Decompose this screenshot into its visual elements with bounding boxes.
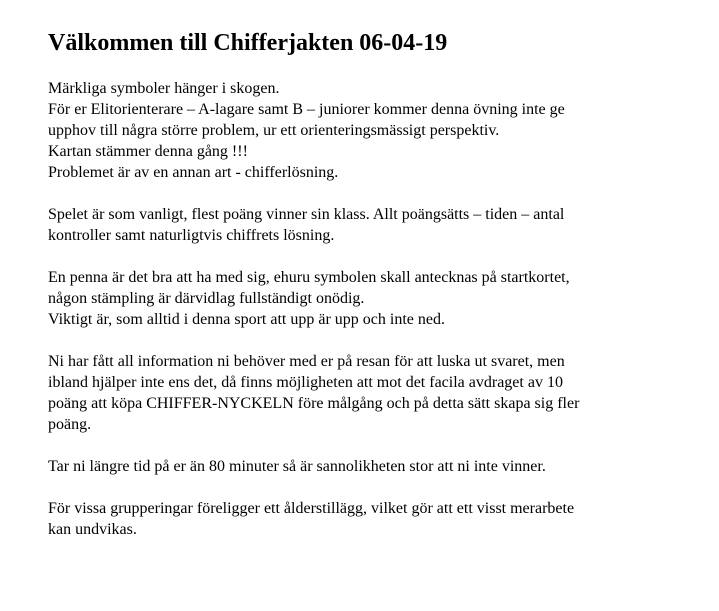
paragraph-line: Spelet är som vanligt, flest poäng vinner sin klass. Allt poängsätts – tiden – antal	[48, 206, 565, 223]
paragraph-line: ibland hjälper inte ens det, då finns möjligheten att mot det facila avdraget av 10	[48, 374, 563, 391]
document-title: Välkommen till Chifferjakten 06-04-19	[48, 30, 448, 56]
paragraph-rules	[48, 204, 708, 246]
paragraph-line: En penna är det bra att ha med sig, ehuru symbolen skall antecknas på startkortet,	[48, 269, 570, 286]
paragraph-intro	[48, 78, 708, 183]
paragraph-age-bonus	[48, 498, 708, 540]
paragraph-line: poäng att köpa CHIFFER-NYCKELN före målgång och på detta sätt skapa sig fler	[48, 395, 580, 412]
paragraph-line: För er Elitorienterare – A-lagare samt B – juniorer kommer denna övning inte ge	[48, 101, 565, 118]
paragraph-line: upphov till några större problem, ur ett orienteringsmässigt perspektiv.	[48, 122, 500, 139]
paragraph-line: kan undvikas.	[48, 521, 137, 538]
document-body	[48, 28, 708, 561]
paragraph-line: Tar ni längre tid på er än 80 minuter så är sannolikheten stor att ni inte vinner.	[48, 458, 546, 475]
paragraph-line: Märkliga symboler hänger i skogen.	[48, 80, 280, 97]
paragraph-line: någon stämpling är därvidlag fullständigt onödig.	[48, 290, 365, 307]
paragraph-time-limit	[48, 456, 708, 477]
paragraph-line: Kartan stämmer denna gång !!!	[48, 143, 248, 160]
paragraph-line: poäng.	[48, 416, 92, 433]
paragraph-information	[48, 351, 708, 435]
paragraph-line: Ni har fått all information ni behöver med er på resan för att luska ut svaret, men	[48, 353, 565, 370]
paragraph-line: För vissa grupperingar föreligger ett ålderstillägg, vilket gör att ett visst merarbete	[48, 500, 575, 517]
paragraph-equipment	[48, 267, 708, 330]
paragraph-line: Problemet är av en annan art - chifferlösning.	[48, 164, 339, 181]
paragraph-line: kontroller samt naturligtvis chiffrets lösning.	[48, 227, 335, 244]
paragraph-line: Viktigt är, som alltid i denna sport att upp är upp och inte ned.	[48, 311, 445, 328]
